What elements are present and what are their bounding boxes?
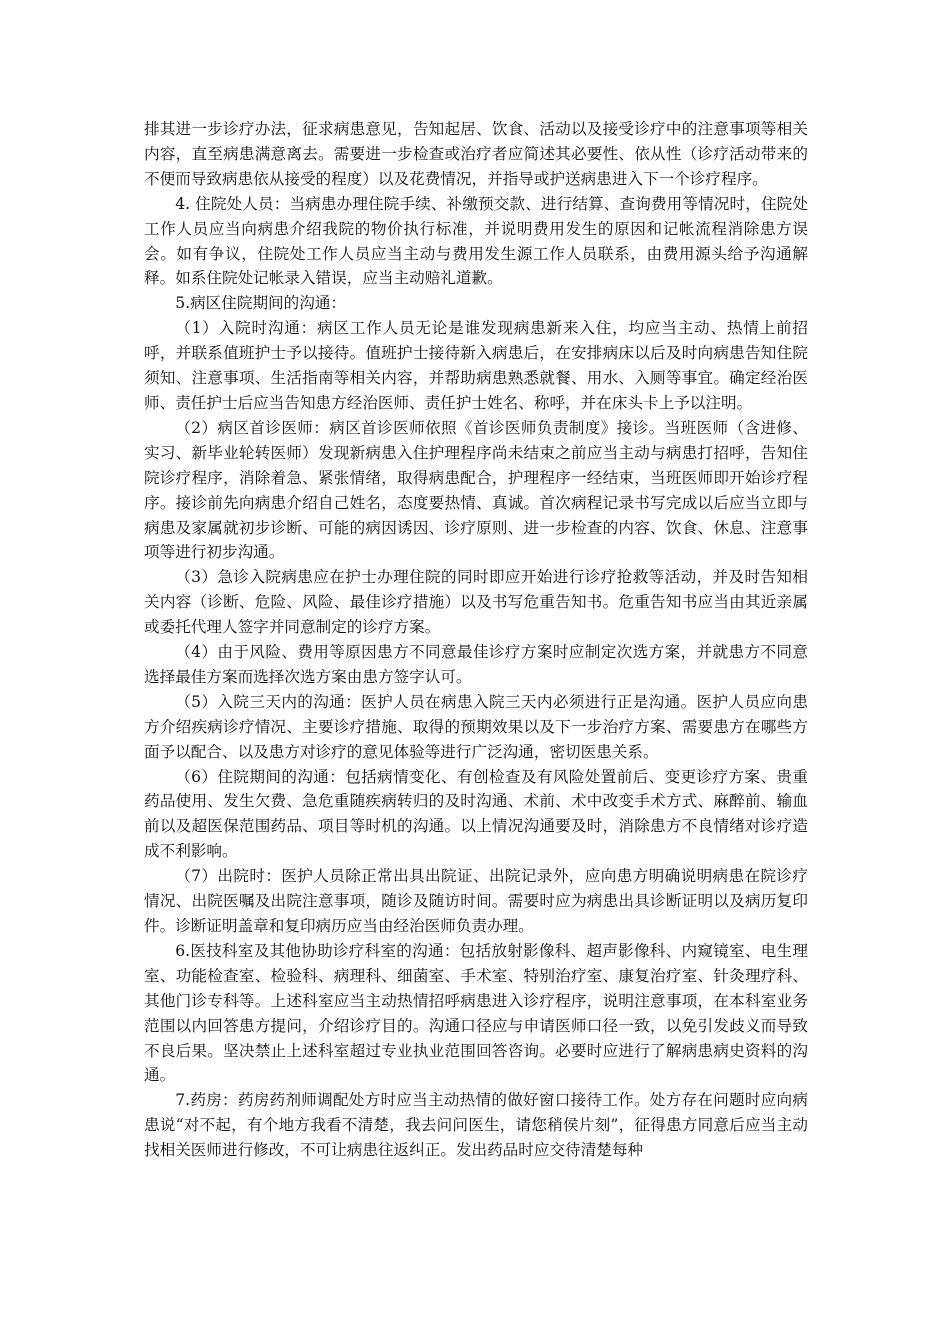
- paragraph-hospitalization-communication: （6）住院期间的沟通：包括病情变化、有创检查及有风险处置前后、变更诊疗方案、贵重药品使用、发生欠费、急危重随疾病转归的及时沟通、术前、术中改变手术方式、麻醉前、输血前以及超医保范围药品、项目等时机的沟通。以上情况沟通要及时，消除患方不良情绪对诊疗造成不利影响。: [144, 767, 808, 861]
- section-heading-ward-communication: 5.病区住院期间的沟通：: [175, 294, 347, 313]
- paragraph-first-visit-physician: （2）病区首诊医师：病区首诊医师依照《首诊医师负责制度》接诊。当班医师（含进修、实习、新毕业轮转医师）发现新病患入住护理程序尚未结束之前应当主动与病患打招呼，告知住院诊疗程序，消除着急、紧张情绪，取得病患配合，护理程序一经结束，当班医师即开始诊疗程序。接诊前先向病患介绍自己姓名，态度要热情、真诚。首次病程记录书写完成以后应当立即与病患及家属就初步诊断、可能的病因诱因、诊疗原则、进一步检查的内容、饮食、休息、注意事项等进行初步沟通。: [144, 418, 808, 562]
- paragraph-admission-communication: （1）入院时沟通：病区工作人员无论是谁发现病患新来入住，均应当主动、热情上前招呼，并联系值班护士予以接待。值班护士接待新入病患后，在安排病床以后及时向病患告知住院须知、注意事项、生活指南等相关内容，并帮助病患熟悉就餐、用水、入厕等事宜。确定经治医师、责任护士后应当告知患方经治医师、责任护士姓名、称呼，并在床头卡上予以注明。: [144, 319, 808, 412]
- paragraph-alternative-plan: （4）由于风险、费用等原因患方不同意最佳诊疗方案时应制定次选方案，并就患方不同意选择最佳方案而选择次选方案由患方签字认可。: [144, 643, 808, 686]
- paragraph-emergency-admission: （3）急诊入院病患应在护士办理住院的同时即应开始进行诊疗抢救等活动，并及时告知相关内容（诊断、危险、风险、最佳诊疗措施）以及书写危重告知书。危重告知书应当由其近亲属或委托代理人签字并同意制定的诊疗方案。: [144, 568, 808, 637]
- document-body: [144, 117, 808, 1163]
- paragraph-continuation: 排其进一步诊疗办法，征求病患意见，告知起居、饮食、活动以及接受诊疗中的注意事项等相关内容，直至病患满意离去。需要进一步检查或治疗者应简述其必要性、依从性（诊疗活动带来的不便而导致病患依从接受的程度）以及花费情况，并指导或护送病患进入下一个诊疗程序。: [144, 120, 808, 188]
- paragraph-medical-technology-departments: 6.医技科室及其他协助诊疗科室的沟通：包括放射影像科、超声影像科、内窥镜室、电生理室、功能检查室、检验科、病理科、细菌室、手术室、特别治疗室、康复治疗室、针灸理疗科、其他门诊专科等。上述科室应当主动热情招呼病患进入诊疗程序，说明注意事项，在本科室业务范围以内回答患方提问，介绍诊疗目的。沟通口径应与申请医师口径一致，以免引发歧义而导致不良后果。坚决禁止上述科室超过专业执业范围回答咨询。必要时应进行了解病患病史资料的沟通。: [144, 941, 808, 1085]
- paragraph-three-day-communication: （5）入院三天内的沟通：医护人员在病患入院三天内必须进行正是沟通。医护人员应向患方介绍疾病诊疗情况、主要诊疗措施、取得的预期效果以及下一步治疗方案、需要患方在哪些方面予以配合、以及患方对诊疗的意见体验等进行广泛沟通，密切医患关系。: [144, 692, 808, 761]
- paragraph-pharmacy: 7.药房：药房药剂师调配处方时应当主动热情的做好窗口接待工作。处方存在问题时应向病患说“对不起，有个地方我看不清楚，我去问问医生，请您稍侯片刻”，征得患方同意后应当主动找相关医师进行修改，不可让病患往返纠正。发出药品时应交待清楚每种: [144, 1091, 808, 1160]
- paragraph-discharge: （7）出院时：医护人员除正常出具出院证、出院记录外，应向患方明确说明病患在院诊疗情况、出院医嘱及出院注意事项，随诊及随访时间。需要时应为病患出具诊断证明以及病历复印件。诊断证明盖章和复印病历应当由经治医师负责办理。: [144, 867, 808, 935]
- paragraph-inpatient-office: 4. 住院处人员：当病患办理住院手续、补缴预交款、进行结算、查询费用等情况时，住院处工作人员应当向病患介绍我院的物价执行标准，并说明费用发生的原因和记帐流程消除患方误会。如有争议，住院处工作人员应当主动与费用发生源工作人员联系，由费用源头给予沟通解释。如系住院处记帐录入错误，应当主动赔礼道歉。: [144, 194, 808, 288]
